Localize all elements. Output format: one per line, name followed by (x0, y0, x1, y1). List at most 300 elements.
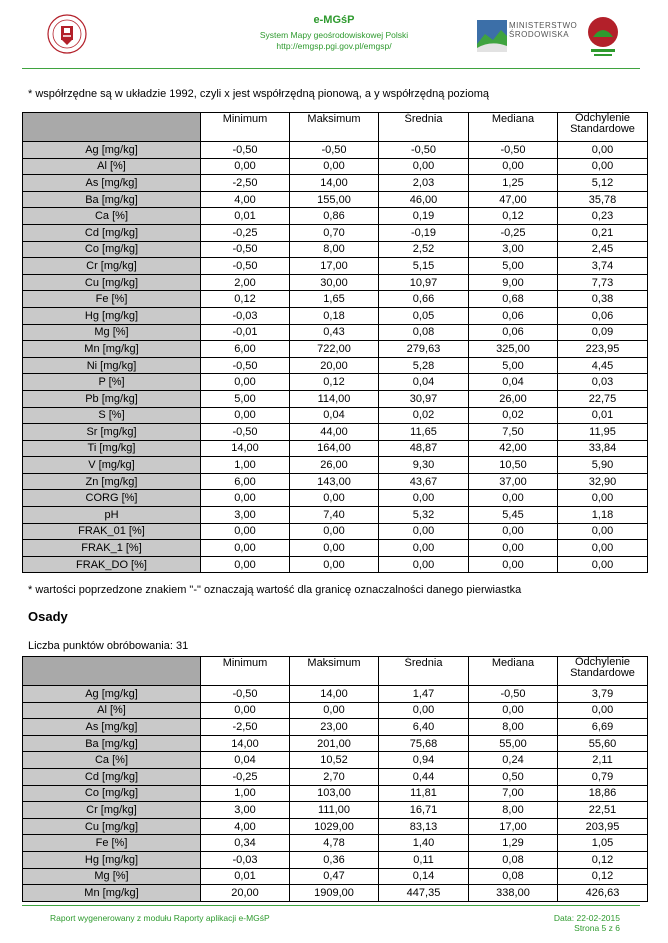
table-row (23, 556, 648, 573)
table-cell: 0,12 (201, 291, 290, 308)
table-cell: 0,00 (201, 702, 290, 719)
table-cell: 0,38 (558, 291, 648, 308)
col-header-median: Mediana (469, 113, 558, 142)
table-cell: 11,65 (379, 424, 469, 441)
table-cell: 2,00 (201, 274, 290, 291)
stats-table-sediments (22, 656, 648, 902)
table-cell: 55,60 (558, 735, 648, 752)
table-cell: 42,00 (469, 440, 558, 457)
ministry-name-line2: ŚRODOWISKA (509, 30, 570, 39)
table-cell: 447,35 (379, 885, 469, 902)
table-cell: 0,86 (290, 208, 379, 225)
row-label: Mg [%] (23, 324, 201, 341)
table-cell: 18,86 (558, 785, 648, 802)
table-cell: 1029,00 (290, 818, 379, 835)
section-title: Osady (28, 609, 68, 624)
row-label: As [mg/kg] (23, 719, 201, 736)
table-row (23, 490, 648, 507)
stats-table-soil-body (23, 142, 648, 573)
table-cell: 0,00 (379, 702, 469, 719)
col-header-stddev-line2: Standardowe (570, 667, 635, 679)
table-cell: 0,02 (469, 407, 558, 424)
table-cell: 26,00 (290, 457, 379, 474)
table-cell: 10,97 (379, 274, 469, 291)
table-cell: 9,00 (469, 274, 558, 291)
table-row (23, 735, 648, 752)
table-cell: 9,30 (379, 457, 469, 474)
table-cell: 2,11 (558, 752, 648, 769)
table-row (23, 752, 648, 769)
row-label: Ca [%] (23, 208, 201, 225)
table-cell: 1,18 (558, 507, 648, 524)
table-row (23, 818, 648, 835)
table-cell: 0,00 (201, 556, 290, 573)
table-cell: 3,00 (201, 802, 290, 819)
table-cell: 338,00 (469, 885, 558, 902)
table-cell: 5,28 (379, 357, 469, 374)
table-cell: 22,75 (558, 390, 648, 407)
stats-table-soil (22, 112, 648, 573)
table-cell: 0,66 (379, 291, 469, 308)
table-cell: 6,40 (379, 719, 469, 736)
table-cell: -0,50 (201, 357, 290, 374)
row-label: FRAK_DO [%] (23, 556, 201, 573)
table-row (23, 158, 648, 175)
table-cell: 0,08 (379, 324, 469, 341)
table-cell: 426,63 (558, 885, 648, 902)
environment-fund-logo (585, 15, 621, 59)
table-cell: 0,00 (558, 158, 648, 175)
table-cell: 33,84 (558, 440, 648, 457)
ministry-name-line1: MINISTERSTWO (509, 21, 578, 30)
table-corner-cell (23, 657, 201, 686)
row-label: V [mg/kg] (23, 457, 201, 474)
table-header-row (23, 113, 648, 142)
col-header-mean: Średnia (379, 113, 469, 142)
table-cell: 0,34 (201, 835, 290, 852)
table-cell: 0,19 (379, 208, 469, 225)
table-cell: 83,13 (379, 818, 469, 835)
table-cell: -0,25 (201, 224, 290, 241)
table-row (23, 175, 648, 192)
table-row (23, 224, 648, 241)
table-cell: 14,00 (201, 735, 290, 752)
table-cell: 201,00 (290, 735, 379, 752)
table-cell: 1,25 (469, 175, 558, 192)
table-row (23, 440, 648, 457)
table-cell: 164,00 (290, 440, 379, 457)
table-cell: 4,45 (558, 357, 648, 374)
row-label: CORG [%] (23, 490, 201, 507)
table-cell: 0,11 (379, 851, 469, 868)
col-header-maximum: Maksimum (290, 113, 379, 142)
table-cell: 143,00 (290, 473, 379, 490)
table-cell: 0,09 (558, 324, 648, 341)
table-cell: 3,79 (558, 686, 648, 703)
table-cell: -0,50 (201, 241, 290, 258)
table-cell: 7,00 (469, 785, 558, 802)
table-row (23, 274, 648, 291)
table-cell: 8,00 (469, 802, 558, 819)
table-cell: 6,69 (558, 719, 648, 736)
table-cell: 0,43 (290, 324, 379, 341)
col-header-minimum: Minimum (201, 113, 290, 142)
row-label: Zn [mg/kg] (23, 473, 201, 490)
table-cell: 0,00 (290, 702, 379, 719)
table-cell: 0,21 (558, 224, 648, 241)
table-cell: 0,00 (558, 556, 648, 573)
table-cell: 0,03 (558, 374, 648, 391)
table-row (23, 851, 648, 868)
table-cell: 14,00 (201, 440, 290, 457)
table-cell: 155,00 (290, 191, 379, 208)
table-cell: 20,00 (201, 885, 290, 902)
table-cell: 0,70 (290, 224, 379, 241)
row-label: Ba [mg/kg] (23, 191, 201, 208)
table-cell: 722,00 (290, 341, 379, 358)
table-cell: 26,00 (469, 390, 558, 407)
table-cell: 0,24 (469, 752, 558, 769)
table-cell: 0,00 (558, 142, 648, 159)
table-cell: 0,79 (558, 768, 648, 785)
row-label: Hg [mg/kg] (23, 307, 201, 324)
table-cell: 0,00 (469, 540, 558, 557)
table-row (23, 357, 648, 374)
row-label: FRAK_1 [%] (23, 540, 201, 557)
table-cell: 5,00 (469, 258, 558, 275)
row-label: Mg [%] (23, 868, 201, 885)
table-cell: 1909,00 (290, 885, 379, 902)
row-label: Co [mg/kg] (23, 241, 201, 258)
table-cell: 0,00 (469, 702, 558, 719)
table-cell: 4,00 (201, 818, 290, 835)
header-title: e-MGśP (313, 14, 355, 26)
table-cell: 8,00 (469, 719, 558, 736)
table-cell: 17,00 (469, 818, 558, 835)
table-cell: -0,50 (290, 142, 379, 159)
table-cell: 5,90 (558, 457, 648, 474)
table-cell: 47,00 (469, 191, 558, 208)
table-row (23, 768, 648, 785)
col-header-maximum: Maksimum (290, 657, 379, 686)
table-row (23, 208, 648, 225)
detection-limit-note: * wartości poprzedzone znakiem "-" oznaczają wartość dla granicę oznaczalności danego pierwiastka (28, 584, 522, 596)
stats-table-sediments-body (23, 686, 648, 902)
header-subtitle: System Mapy geośrodowiskowej Polski (259, 30, 409, 40)
table-row (23, 291, 648, 308)
table-cell: 0,06 (469, 324, 558, 341)
table-cell: 0,68 (469, 291, 558, 308)
row-label: Al [%] (23, 702, 201, 719)
table-cell: 4,78 (290, 835, 379, 852)
coordinates-note: * współrzędne są w układzie 1992, czyli x jest współrzędną pionową, a y współrzędną poziomą (28, 88, 490, 100)
header-url: http://emgsp.pgi.gov.pl/emgsp/ (276, 41, 392, 51)
table-cell: 0,00 (201, 490, 290, 507)
row-label: Ca [%] (23, 752, 201, 769)
table-cell: 279,63 (379, 341, 469, 358)
table-cell: 0,18 (290, 307, 379, 324)
table-cell: 0,50 (469, 768, 558, 785)
table-cell: 7,40 (290, 507, 379, 524)
table-cell: -0,03 (201, 851, 290, 868)
table-cell: -0,03 (201, 307, 290, 324)
row-label: Hg [mg/kg] (23, 851, 201, 868)
table-row (23, 407, 648, 424)
table-cell: 0,00 (201, 158, 290, 175)
table-cell: 0,01 (201, 208, 290, 225)
table-cell: 46,00 (379, 191, 469, 208)
footer-page-number: Strona 5 z 6 (574, 923, 620, 933)
table-cell: 3,00 (469, 241, 558, 258)
row-label: Sr [mg/kg] (23, 424, 201, 441)
row-label: Mn [mg/kg] (23, 341, 201, 358)
table-cell: 0,00 (469, 158, 558, 175)
table-cell: 5,00 (201, 390, 290, 407)
table-cell: 1,47 (379, 686, 469, 703)
row-label: Ni [mg/kg] (23, 357, 201, 374)
table-cell: 2,52 (379, 241, 469, 258)
table-row (23, 142, 648, 159)
table-cell: 0,04 (201, 752, 290, 769)
footer-date: Data: 22-02-2015 (553, 913, 620, 923)
table-cell: 1,00 (201, 785, 290, 802)
table-cell: 111,00 (290, 802, 379, 819)
table-cell: 5,32 (379, 507, 469, 524)
table-cell: 10,52 (290, 752, 379, 769)
table-row (23, 885, 648, 902)
table-cell: 2,70 (290, 768, 379, 785)
table-cell: 1,29 (469, 835, 558, 852)
row-label: pH (23, 507, 201, 524)
table-cell: 0,01 (558, 407, 648, 424)
table-cell: 3,00 (201, 507, 290, 524)
table-cell: -0,50 (201, 258, 290, 275)
table-cell: -0,50 (469, 142, 558, 159)
table-row (23, 457, 648, 474)
table-cell: 0,00 (201, 523, 290, 540)
table-cell: 0,04 (469, 374, 558, 391)
table-cell: -0,25 (469, 224, 558, 241)
table-cell: 14,00 (290, 686, 379, 703)
table-cell: 10,50 (469, 457, 558, 474)
table-cell: 0,00 (469, 523, 558, 540)
table-cell: -0,50 (201, 142, 290, 159)
table-row (23, 473, 648, 490)
table-cell: 22,51 (558, 802, 648, 819)
table-row (23, 540, 648, 557)
table-cell: 0,00 (379, 540, 469, 557)
table-cell: 23,00 (290, 719, 379, 736)
table-cell: 37,00 (469, 473, 558, 490)
table-cell: 75,68 (379, 735, 469, 752)
col-header-stddev (558, 657, 648, 686)
table-cell: 16,71 (379, 802, 469, 819)
table-cell: -2,50 (201, 719, 290, 736)
table-cell: 7,73 (558, 274, 648, 291)
table-row (23, 341, 648, 358)
table-cell: 4,00 (201, 191, 290, 208)
row-label: Fe [%] (23, 835, 201, 852)
table-row (23, 324, 648, 341)
table-row (23, 523, 648, 540)
table-cell: 0,06 (558, 307, 648, 324)
table-cell: 0,94 (379, 752, 469, 769)
table-row (23, 835, 648, 852)
col-header-stddev-line1: Odchylenie (574, 112, 631, 124)
table-cell: 5,15 (379, 258, 469, 275)
row-label: As [mg/kg] (23, 175, 201, 192)
table-cell: 0,00 (290, 523, 379, 540)
row-label: Cd [mg/kg] (23, 768, 201, 785)
table-cell: 44,00 (290, 424, 379, 441)
table-cell: 0,00 (469, 490, 558, 507)
table-cell: 0,08 (469, 851, 558, 868)
table-cell: -2,50 (201, 175, 290, 192)
header-divider (22, 68, 640, 69)
table-cell: 1,00 (201, 457, 290, 474)
col-header-minimum: Minimum (201, 657, 290, 686)
table-cell: 0,00 (558, 490, 648, 507)
row-label: Al [%] (23, 158, 201, 175)
row-label: Ag [mg/kg] (23, 142, 201, 159)
table-row (23, 390, 648, 407)
footer-divider (22, 905, 640, 906)
table-cell: 0,05 (379, 307, 469, 324)
table-row (23, 702, 648, 719)
table-cell: 0,00 (290, 490, 379, 507)
col-header-stddev-line2: Standardowe (570, 123, 635, 135)
table-cell: 35,78 (558, 191, 648, 208)
table-cell: 0,12 (558, 851, 648, 868)
table-cell: 0,00 (379, 523, 469, 540)
table-cell: -0,19 (379, 224, 469, 241)
table-cell: 32,90 (558, 473, 648, 490)
table-cell: 8,00 (290, 241, 379, 258)
table-cell: 55,00 (469, 735, 558, 752)
table-row (23, 686, 648, 703)
table-row (23, 424, 648, 441)
table-cell: 17,00 (290, 258, 379, 275)
row-label: Fe [%] (23, 291, 201, 308)
row-label: Co [mg/kg] (23, 785, 201, 802)
row-label: Cu [mg/kg] (23, 818, 201, 835)
table-cell: 223,95 (558, 341, 648, 358)
row-label: Cu [mg/kg] (23, 274, 201, 291)
table-cell: 0,00 (469, 556, 558, 573)
table-cell: -0,50 (469, 686, 558, 703)
sample-count: Liczba punktów obróbowania: 31 (28, 640, 189, 652)
table-cell: 114,00 (290, 390, 379, 407)
table-cell: 103,00 (290, 785, 379, 802)
table-cell: 0,12 (290, 374, 379, 391)
table-cell: 5,12 (558, 175, 648, 192)
table-cell: 6,00 (201, 473, 290, 490)
table-cell: 0,02 (379, 407, 469, 424)
table-cell: 0,00 (201, 374, 290, 391)
table-cell: -0,50 (201, 424, 290, 441)
table-cell: 2,03 (379, 175, 469, 192)
table-cell: 6,00 (201, 341, 290, 358)
table-row (23, 307, 648, 324)
row-label: Pb [mg/kg] (23, 390, 201, 407)
table-cell: 0,14 (379, 868, 469, 885)
table-cell: 1,65 (290, 291, 379, 308)
table-cell: 325,00 (469, 341, 558, 358)
col-header-median: Mediana (469, 657, 558, 686)
table-cell: 0,36 (290, 851, 379, 868)
table-cell: 0,00 (558, 523, 648, 540)
table-cell: 14,00 (290, 175, 379, 192)
table-cell: 0,00 (290, 540, 379, 557)
row-label: FRAK_01 [%] (23, 523, 201, 540)
table-cell: 0,04 (290, 407, 379, 424)
table-row (23, 241, 648, 258)
table-cell: 11,95 (558, 424, 648, 441)
table-cell: -0,01 (201, 324, 290, 341)
table-row (23, 374, 648, 391)
table-cell: 0,12 (558, 868, 648, 885)
table-row (23, 719, 648, 736)
ministry-name (509, 21, 577, 39)
table-row (23, 507, 648, 524)
table-cell: 7,50 (469, 424, 558, 441)
table-cell: 5,45 (469, 507, 558, 524)
col-header-stddev (558, 113, 648, 142)
table-cell: 30,00 (290, 274, 379, 291)
table-corner-cell (23, 113, 201, 142)
row-label: Cr [mg/kg] (23, 258, 201, 275)
table-cell: 30,97 (379, 390, 469, 407)
row-label: Mn [mg/kg] (23, 885, 201, 902)
table-cell: 1,05 (558, 835, 648, 852)
table-cell: 0,08 (469, 868, 558, 885)
row-label: Ba [mg/kg] (23, 735, 201, 752)
table-cell: 20,00 (290, 357, 379, 374)
table-cell: 0,00 (201, 540, 290, 557)
table-row (23, 191, 648, 208)
table-cell: 0,23 (558, 208, 648, 225)
table-row (23, 785, 648, 802)
table-cell: 0,04 (379, 374, 469, 391)
col-header-mean: Średnia (379, 657, 469, 686)
table-cell: 0,00 (201, 407, 290, 424)
row-label: Ti [mg/kg] (23, 440, 201, 457)
row-label: Ag [mg/kg] (23, 686, 201, 703)
table-cell: 0,01 (201, 868, 290, 885)
row-label: P [%] (23, 374, 201, 391)
row-label: Cr [mg/kg] (23, 802, 201, 819)
table-cell: 2,45 (558, 241, 648, 258)
table-cell: 0,47 (290, 868, 379, 885)
table-cell: 203,95 (558, 818, 648, 835)
table-cell: 0,00 (379, 556, 469, 573)
row-label: Cd [mg/kg] (23, 224, 201, 241)
table-cell: 3,74 (558, 258, 648, 275)
row-label: S [%] (23, 407, 201, 424)
footer-report-info: Raport wygenerowany z modułu Raporty aplikacji e-MGśP (50, 913, 270, 923)
table-cell: -0,50 (201, 686, 290, 703)
table-cell: 43,67 (379, 473, 469, 490)
table-header-row (23, 657, 648, 686)
table-cell: 0,06 (469, 307, 558, 324)
table-cell: 0,12 (469, 208, 558, 225)
table-cell: 0,00 (558, 540, 648, 557)
table-cell: -0,50 (379, 142, 469, 159)
table-row (23, 258, 648, 275)
col-header-stddev-line1: Odchylenie (574, 656, 631, 668)
table-cell: 48,87 (379, 440, 469, 457)
table-cell: 0,00 (379, 490, 469, 507)
